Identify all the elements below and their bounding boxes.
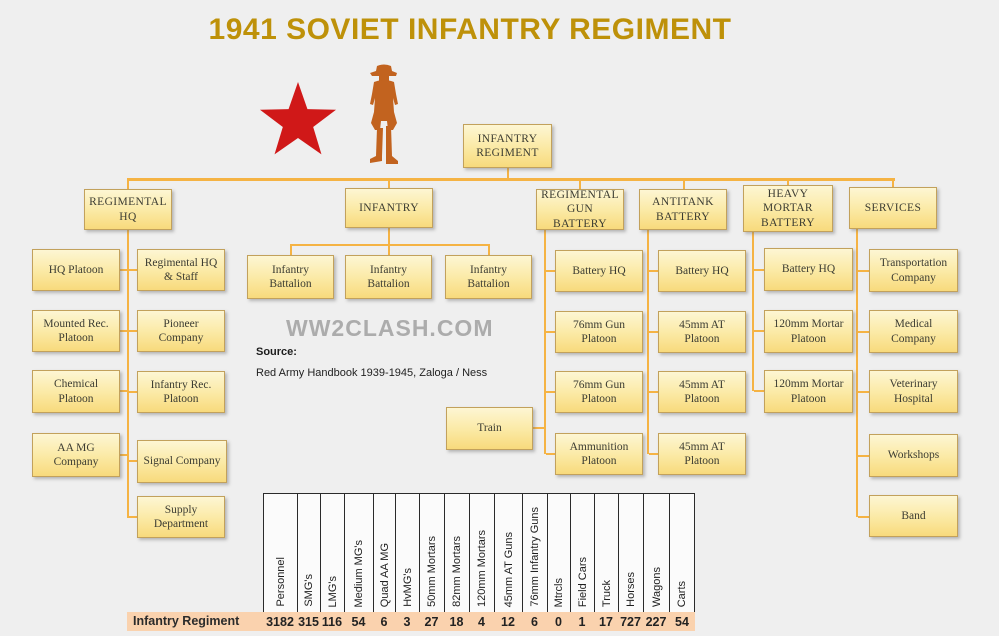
- node-infantry-battalion-3: Infantry Battalion: [445, 255, 532, 299]
- watermark: WW2CLASH.COM: [286, 315, 494, 341]
- table-cell: 227: [645, 614, 667, 629]
- column-header: LMG's: [320, 494, 344, 613]
- table-cell: 6: [380, 614, 388, 629]
- node-chemical-platoon: Chemical Platoon: [32, 370, 120, 413]
- table-cell: 0: [555, 614, 562, 629]
- table-cell: 315: [298, 614, 319, 629]
- column-header: Carts: [669, 494, 695, 613]
- node-infantry-battalion-2: Infantry Battalion: [345, 255, 432, 299]
- column-header: 120mm Mortars: [469, 494, 494, 613]
- node-mortar-battery-hq: Battery HQ: [764, 248, 853, 291]
- column-header: Truck: [594, 494, 618, 613]
- source-text: Red Army Handbook 1939-1945, Zaloga / Ness: [256, 367, 488, 379]
- connector: [488, 244, 490, 255]
- connector: [127, 229, 129, 518]
- node-workshops: Workshops: [869, 434, 958, 477]
- node-pioneer-company: Pioneer Company: [137, 310, 225, 352]
- node-ammunition-platoon: Ammunition Platoon: [555, 433, 643, 475]
- node-hq-platoon: HQ Platoon: [32, 249, 120, 291]
- table-cell: 27: [424, 614, 439, 629]
- node-supply-department: Supply Department: [137, 496, 225, 538]
- node-regimental-hq-staff: Regimental HQ & Staff: [137, 249, 225, 291]
- node-regimental-hq: REGIMENTAL HQ: [84, 189, 172, 230]
- node-120mm-mortar-platoon-2: 120mm Mortar Platoon: [764, 370, 853, 413]
- column-header: 82mm Mortars: [444, 494, 469, 613]
- node-76mm-gun-platoon-1: 76mm Gun Platoon: [555, 311, 643, 353]
- node-45mm-at-platoon-2: 45mm AT Platoon: [658, 371, 746, 413]
- column-header: SMG's: [297, 494, 320, 613]
- table-cell: 4: [478, 614, 485, 629]
- connector: [388, 244, 390, 255]
- table-cell: 3: [403, 614, 411, 629]
- node-heavy-mortar-battery: HEAVY MORTAR BATTERY: [743, 185, 833, 232]
- table-cell: 54: [351, 614, 366, 629]
- connector: [533, 427, 545, 429]
- node-45mm-at-platoon-3: 45mm AT Platoon: [658, 433, 746, 475]
- node-120mm-mortar-platoon-1: 120mm Mortar Platoon: [764, 310, 853, 353]
- connector: [290, 244, 490, 246]
- table-cell: 54: [675, 614, 689, 629]
- table-cell: 727: [620, 614, 641, 629]
- table-cell: 6: [531, 614, 538, 629]
- node-signal-company: Signal Company: [137, 440, 227, 483]
- table-row-values: [263, 612, 695, 631]
- connector: [119, 269, 128, 271]
- table-cell: 12: [501, 614, 515, 629]
- table-cell: 18: [449, 614, 464, 629]
- connector: [127, 178, 895, 181]
- node-infantry: INFANTRY: [345, 188, 433, 228]
- connector: [544, 230, 546, 454]
- node-veterinary-hospital: Veterinary Hospital: [869, 370, 958, 413]
- node-regimental-gun-battery: REGIMENTAL GUN BATTERY: [536, 189, 624, 230]
- connector: [856, 229, 858, 517]
- node-aa-mg-company: AA MG Company: [32, 433, 120, 477]
- node-gun-battery-hq: Battery HQ: [555, 250, 643, 292]
- connector: [119, 390, 128, 392]
- table-row-label: Infantry Regiment: [133, 614, 240, 628]
- node-infantry-regiment: INFANTRY REGIMENT: [463, 124, 552, 168]
- page-title: 1941 SOVIET INFANTRY REGIMENT: [208, 13, 732, 46]
- node-45mm-at-platoon-1: 45mm AT Platoon: [658, 311, 746, 353]
- column-header: Horses: [618, 494, 643, 613]
- node-train: Train: [446, 407, 533, 450]
- table-cell: 3182: [266, 614, 294, 629]
- node-at-battery-hq: Battery HQ: [658, 250, 746, 292]
- table-cell: 1: [578, 614, 586, 629]
- node-mounted-rec-platoon: Mounted Rec. Platoon: [32, 310, 120, 352]
- node-band: Band: [869, 495, 958, 537]
- connector: [290, 244, 292, 255]
- column-header: 76mm Infantry Guns: [522, 494, 547, 613]
- node-services: SERVICES: [849, 187, 937, 229]
- column-header: Quad AA MG: [373, 494, 395, 613]
- table-cell: 116: [321, 614, 343, 629]
- column-header: Mtrcls: [547, 494, 570, 613]
- node-infantry-battalion-1: Infantry Battalion: [247, 255, 334, 299]
- column-header: 50mm Mortars: [419, 494, 444, 613]
- node-infantry-rec-platoon: Infantry Rec. Platoon: [137, 371, 225, 413]
- column-header: Personnel: [263, 494, 297, 613]
- node-medical-company: Medical Company: [869, 310, 958, 353]
- column-header: Wagons: [643, 494, 669, 613]
- column-header: 45mm AT Guns: [494, 494, 522, 613]
- soldier-figure-icon: [360, 63, 408, 166]
- node-transportation-company: Transportation Company: [869, 249, 958, 292]
- table-cell: 17: [599, 614, 613, 629]
- red-star-icon: [257, 80, 339, 162]
- strength-table-header: [263, 493, 695, 613]
- column-header: Field Cars: [570, 494, 594, 613]
- column-header: HvMG's: [395, 494, 419, 613]
- column-header: Medium MG's: [344, 494, 373, 613]
- node-76mm-gun-platoon-2: 76mm Gun Platoon: [555, 371, 643, 413]
- connector: [119, 454, 128, 456]
- node-antitank-battery: ANTITANK BATTERY: [639, 189, 727, 230]
- connector: [752, 232, 754, 391]
- connector: [647, 230, 649, 454]
- source-label: Source:: [256, 346, 297, 358]
- connector: [119, 330, 128, 332]
